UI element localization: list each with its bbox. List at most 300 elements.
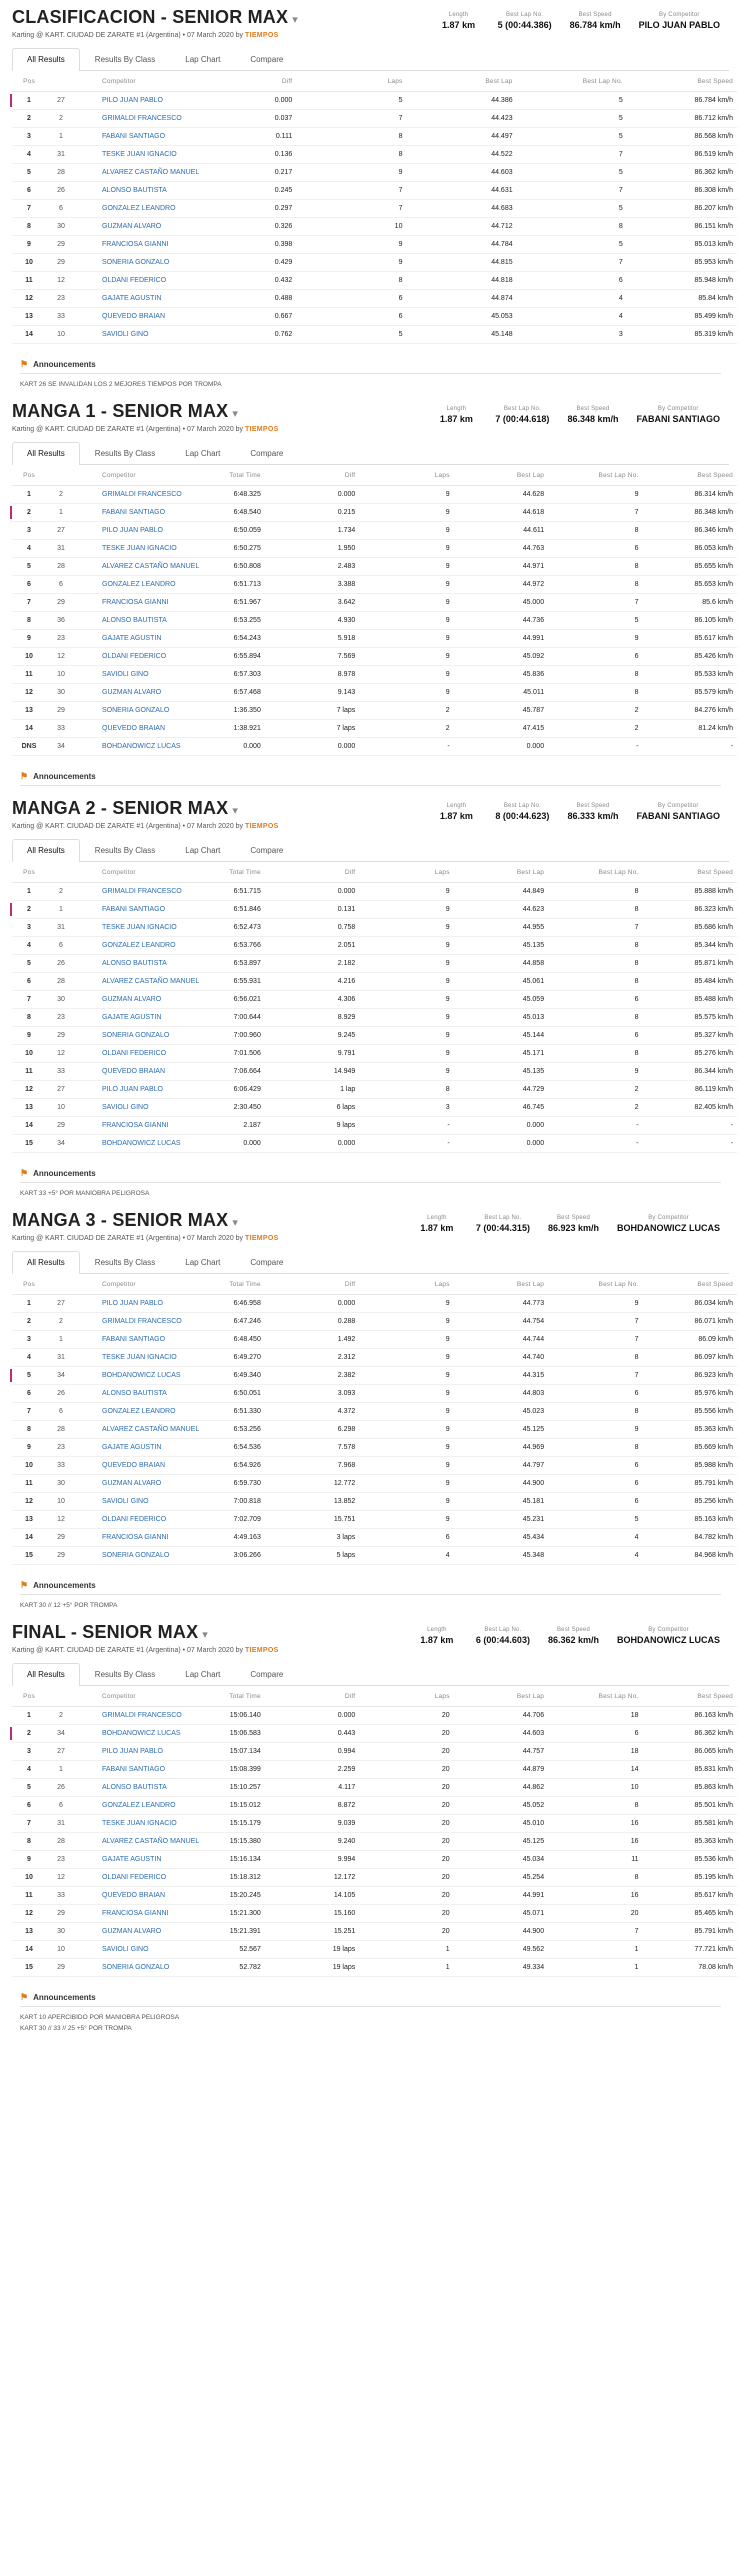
cell-number: 29 [46, 1116, 76, 1134]
table-row[interactable] [12, 91, 737, 109]
cell-laps: 20 [359, 1922, 453, 1940]
cell-competitor[interactable]: OLDANI FEDERICO [76, 271, 186, 289]
cell-competitor[interactable]: ALVAREZ CASTAÑO MANUEL [76, 1832, 170, 1850]
table-row[interactable] [12, 1008, 737, 1026]
stat-value-best-speed: 86.348 km/h [567, 413, 619, 424]
table-row[interactable] [12, 1510, 737, 1528]
cell-best-lap: 45.125 [454, 1832, 548, 1850]
cell-competitor[interactable]: SONERIA GONZALO [76, 1026, 170, 1044]
table-row[interactable] [12, 593, 737, 611]
cell-competitor[interactable]: SONERIA GONZALO [76, 701, 170, 719]
cell-best-lap-no: 2 [548, 1080, 642, 1098]
chevron-down-icon[interactable]: ▾ [232, 407, 239, 420]
table-row[interactable] [12, 1438, 737, 1456]
cell-diff: 3.388 [265, 575, 359, 593]
cell-pos: 4 [12, 936, 46, 954]
table-row[interactable] [12, 325, 737, 343]
cell-competitor[interactable]: BOHDANOWICZ LUCAS [76, 1134, 170, 1152]
cell-diff: 0.215 [265, 503, 359, 521]
cell-best-lap-no: 7 [548, 918, 642, 936]
tab-compare[interactable]: Compare [250, 448, 284, 458]
table-row[interactable] [12, 289, 737, 307]
table-row[interactable] [12, 1420, 737, 1438]
chevron-down-icon[interactable]: ▾ [202, 1628, 209, 1641]
table-row[interactable] [12, 1760, 737, 1778]
session-subtitle: Karting @ KART. CIUDAD DE ZARATE #1 (Argentina) • 07 March 2020 by TIEMPOS [12, 1234, 279, 1242]
cell-competitor[interactable]: BOHDANOWICZ LUCAS [76, 737, 170, 755]
tab-all-results[interactable]: All Results [12, 48, 80, 71]
table-row[interactable] [12, 1348, 737, 1366]
cell-competitor[interactable]: SONERIA GONZALO [76, 253, 186, 271]
stat-label-by-competitor: By Competitor [648, 1214, 689, 1221]
cell-competitor[interactable]: SONERIA GONZALO [76, 1546, 170, 1564]
cell-diff: 2.382 [265, 1366, 359, 1384]
cell-competitor[interactable]: ALONSO BAUTISTA [76, 1778, 170, 1796]
table-row[interactable] [12, 1724, 737, 1742]
cell-competitor[interactable]: GRIMALDI FRANCESCO [76, 485, 170, 503]
announcement-item: KART 26 SE INVALIDAN LOS 2 MEJORES TIEMPOS POR TROMPA [20, 380, 222, 388]
cell-competitor[interactable]: ALVAREZ CASTAÑO MANUEL [76, 972, 170, 990]
cell-laps: 20 [359, 1760, 453, 1778]
cell-best-lap: 45.254 [454, 1868, 548, 1886]
stat-by-competitor [608, 1627, 729, 1645]
cell-competitor[interactable]: FABANI SANTIAGO [76, 503, 170, 521]
tab-all-results[interactable]: All Results [12, 1251, 80, 1274]
cell-competitor[interactable]: GONZALEZ LEANDRO [76, 1402, 170, 1420]
table-row[interactable] [12, 181, 737, 199]
table-row[interactable] [12, 1958, 737, 1976]
cell-competitor[interactable]: GONZALEZ LEANDRO [76, 1796, 170, 1814]
cell-pos: 12 [12, 289, 46, 307]
cell-number: 23 [46, 1438, 76, 1456]
tab-results-by-class[interactable]: Results By Class [94, 448, 156, 458]
cell-total-time: 6:51.715 [170, 882, 264, 900]
cell-competitor[interactable]: PILO JUAN PABLO [76, 521, 170, 539]
announcements-header [20, 1581, 721, 1590]
cell-competitor[interactable]: FABANI SANTIAGO [76, 900, 170, 918]
cell-best-lap-no: 7 [548, 1330, 642, 1348]
cell-pos: 3 [12, 918, 46, 936]
cell-competitor[interactable]: OLDANI FEDERICO [76, 1868, 170, 1886]
col-header-laps: Laps [359, 1274, 453, 1295]
cell-competitor[interactable]: GUZMAN ALVARO [76, 1922, 170, 1940]
cell-best-lap-no: 9 [548, 629, 642, 647]
cell-competitor[interactable]: GRIMALDI FRANCESCO [76, 109, 186, 127]
tab-compare[interactable]: Compare [250, 845, 284, 855]
table-row[interactable] [12, 1402, 737, 1420]
table-row[interactable] [12, 647, 737, 665]
cell-competitor[interactable]: GUZMAN ALVARO [76, 990, 170, 1008]
cell-competitor[interactable]: SONERIA GONZALO [76, 1958, 170, 1976]
cell-best-speed: - [643, 1116, 737, 1134]
cell-best-lap-no: 16 [548, 1814, 642, 1832]
stat-by-competitor [608, 1215, 729, 1233]
cell-number: 26 [46, 1778, 76, 1796]
session-stats [426, 799, 729, 821]
tab-all-results[interactable]: All Results [12, 1663, 80, 1686]
session-title-wrap [12, 8, 298, 40]
table-row[interactable] [12, 1456, 737, 1474]
cell-laps: 9 [296, 163, 406, 181]
table-row[interactable] [12, 737, 737, 755]
tab-lap-chart[interactable]: Lap Chart [185, 845, 221, 855]
cell-best-lap: 44.862 [454, 1778, 548, 1796]
cell-competitor[interactable]: ALVAREZ CASTAÑO MANUEL [76, 163, 186, 181]
cell-number: 6 [46, 575, 76, 593]
cell-total-time: 7:00.818 [170, 1492, 264, 1510]
tab-all-results[interactable]: All Results [12, 442, 80, 465]
table-row[interactable] [12, 109, 737, 127]
session-manga1 [0, 394, 741, 786]
cell-diff: 7.578 [265, 1438, 359, 1456]
cell-diff: 0.326 [186, 217, 296, 235]
table-row[interactable] [12, 882, 737, 900]
cell-competitor[interactable]: QUEVEDO BRAIAN [76, 1886, 170, 1904]
table-row[interactable] [12, 1116, 737, 1134]
tab-compare[interactable]: Compare [250, 1669, 284, 1679]
tab-lap-chart[interactable]: Lap Chart [185, 54, 221, 64]
cell-total-time: 6:50.059 [170, 521, 264, 539]
table-row[interactable] [12, 163, 737, 181]
stat-value-best-lap-no: 7 (00:44.315) [475, 1222, 530, 1233]
stat-value-best-lap-no: 7 (00:44.618) [495, 413, 550, 424]
cell-competitor[interactable]: PILO JUAN PABLO [76, 1742, 170, 1760]
cell-number: 30 [46, 1922, 76, 1940]
cell-best-lap-no: 5 [517, 163, 627, 181]
tab-lap-chart[interactable]: Lap Chart [185, 448, 221, 458]
cell-best-speed: 85.669 km/h [643, 1438, 737, 1456]
table-row[interactable] [12, 199, 737, 217]
stat-by-competitor [627, 803, 729, 821]
table-row[interactable] [12, 1546, 737, 1564]
cell-laps: 10 [296, 217, 406, 235]
cell-total-time: 6:54.926 [170, 1456, 264, 1474]
stat-label-best-lap-no: Best Lap No. [503, 405, 541, 412]
table-row[interactable] [12, 1384, 737, 1402]
session-title-wrap [12, 402, 279, 434]
cell-competitor[interactable]: ALONSO BAUTISTA [76, 954, 170, 972]
cell-competitor[interactable]: GAJATE AGUSTIN [76, 1438, 170, 1456]
cell-competitor[interactable]: GUZMAN ALVARO [76, 1474, 170, 1492]
cell-best-speed: 86.151 km/h [627, 217, 737, 235]
cell-best-lap: 44.763 [454, 539, 548, 557]
cell-competitor[interactable]: GAJATE AGUSTIN [76, 1008, 170, 1026]
session-header [8, 394, 733, 438]
table-row[interactable] [12, 575, 737, 593]
table-row[interactable] [12, 900, 737, 918]
table-row[interactable] [12, 485, 737, 503]
table-row[interactable] [12, 1850, 737, 1868]
flag-icon: ⚑ [20, 1579, 29, 1590]
table-row[interactable] [12, 307, 737, 325]
table-row[interactable] [12, 521, 737, 539]
cell-competitor[interactable]: OLDANI FEDERICO [76, 1044, 170, 1062]
cell-pos: 9 [12, 1438, 46, 1456]
cell-competitor[interactable]: TESKE JUAN IGNACIO [76, 145, 186, 163]
session-header [8, 1615, 733, 1659]
brand-label: TIEMPOS [245, 1646, 279, 1654]
table-row[interactable] [12, 719, 737, 737]
cell-total-time: 6:48.325 [170, 485, 264, 503]
cell-competitor[interactable]: BOHDANOWICZ LUCAS [76, 1366, 170, 1384]
table-row[interactable] [12, 1062, 737, 1080]
cell-competitor[interactable]: PILO JUAN PABLO [76, 1294, 170, 1312]
cell-competitor[interactable]: GUZMAN ALVARO [76, 683, 170, 701]
cell-competitor[interactable]: QUEVEDO BRAIAN [76, 1062, 170, 1080]
cell-number: 26 [46, 181, 76, 199]
chevron-down-icon[interactable]: ▾ [292, 14, 298, 26]
cell-laps: 9 [359, 882, 453, 900]
cell-competitor[interactable]: ALONSO BAUTISTA [76, 181, 186, 199]
cell-best-lap-no: 7 [548, 1922, 642, 1940]
stat-label-best-lap-no: Best Lap No. [506, 12, 544, 18]
cell-best-speed: 86.034 km/h [643, 1294, 737, 1312]
col-header-best_lap: Best Lap [406, 71, 516, 92]
table-row[interactable] [12, 629, 737, 647]
table-row[interactable] [12, 954, 737, 972]
cell-competitor[interactable]: SAVIOLI GINO [76, 325, 186, 343]
table-row[interactable] [12, 1940, 737, 1958]
cell-total-time: 6:55.894 [170, 647, 264, 665]
cell-laps: 9 [359, 1330, 453, 1348]
cell-competitor[interactable]: TESKE JUAN IGNACIO [76, 918, 170, 936]
session-title-wrap [12, 799, 279, 831]
cell-competitor[interactable]: FABANI SANTIAGO [76, 1330, 170, 1348]
cell-best-speed: 85.533 km/h [643, 665, 737, 683]
cell-best-lap-no: 6 [548, 990, 642, 1008]
table-row[interactable] [12, 1778, 737, 1796]
cell-competitor[interactable]: PILO JUAN PABLO [76, 91, 186, 109]
cell-competitor[interactable]: GONZALEZ LEANDRO [76, 575, 170, 593]
cell-competitor[interactable]: SAVIOLI GINO [76, 1492, 170, 1510]
chevron-down-icon[interactable]: ▾ [232, 1216, 239, 1229]
cell-best-speed: 86.344 km/h [643, 1062, 737, 1080]
table-row[interactable] [12, 503, 737, 521]
tab-results-by-class[interactable]: Results By Class [94, 1257, 156, 1267]
table-row[interactable] [12, 665, 737, 683]
col-header-num [46, 1274, 76, 1295]
table-row[interactable] [12, 1492, 737, 1510]
cell-competitor[interactable]: GRIMALDI FRANCESCO [76, 1706, 170, 1724]
cell-pos: 5 [12, 557, 46, 575]
cell-laps: 8 [296, 127, 406, 145]
cell-best-speed: 85.499 km/h [627, 307, 737, 325]
tab-all-results[interactable]: All Results [12, 839, 80, 862]
table-row[interactable] [12, 557, 737, 575]
stat-label-best-lap-no: Best Lap No. [484, 1626, 522, 1633]
table-row[interactable] [12, 936, 737, 954]
cell-best-lap: 46.745 [454, 1098, 548, 1116]
table-row[interactable] [12, 1886, 737, 1904]
table-row[interactable] [12, 1026, 737, 1044]
tab-results-by-class[interactable]: Results By Class [94, 845, 156, 855]
cell-competitor[interactable]: QUEVEDO BRAIAN [76, 719, 170, 737]
cell-pos: 9 [12, 235, 46, 253]
cell-best-lap-no: 8 [548, 1044, 642, 1062]
cell-competitor[interactable]: QUEVEDO BRAIAN [76, 307, 186, 325]
table-row[interactable] [12, 1742, 737, 1760]
table-row[interactable] [12, 1134, 737, 1152]
cell-competitor[interactable]: FRANCIOSA GIANNI [76, 593, 170, 611]
cell-total-time: 2.187 [170, 1116, 264, 1134]
table-row[interactable] [12, 972, 737, 990]
cell-best-speed: 86.362 km/h [627, 163, 737, 181]
flag-icon: ⚑ [20, 1167, 29, 1178]
cell-best-lap: 44.900 [454, 1474, 548, 1492]
cell-diff: 12.772 [265, 1474, 359, 1492]
cell-competitor[interactable]: FRANCIOSA GIANNI [76, 1904, 170, 1922]
cell-competitor[interactable]: FRANCIOSA GIANNI [76, 235, 186, 253]
cell-competitor[interactable]: ALONSO BAUTISTA [76, 1384, 170, 1402]
table-row[interactable] [12, 1814, 737, 1832]
stat-label-length: Length [446, 802, 467, 809]
cell-diff: 9.039 [265, 1814, 359, 1832]
cell-competitor[interactable]: PILO JUAN PABLO [76, 1080, 170, 1098]
table-row[interactable] [12, 1706, 737, 1724]
table-row[interactable] [12, 918, 737, 936]
cell-competitor[interactable]: GAJATE AGUSTIN [76, 629, 170, 647]
tab-compare[interactable]: Compare [250, 1257, 284, 1267]
cell-diff: 19 laps [265, 1958, 359, 1976]
table-row[interactable] [12, 1080, 737, 1098]
cell-diff: 0.000 [265, 737, 359, 755]
cell-competitor[interactable]: GRIMALDI FRANCESCO [76, 882, 170, 900]
cell-best-lap: 44.874 [406, 289, 516, 307]
tab-lap-chart[interactable]: Lap Chart [185, 1257, 221, 1267]
table-row[interactable] [12, 683, 737, 701]
cell-diff: 9 laps [265, 1116, 359, 1134]
tab-results-by-class[interactable]: Results By Class [94, 54, 156, 64]
table-row[interactable] [12, 145, 737, 163]
cell-diff: 0.037 [186, 109, 296, 127]
table-row[interactable] [12, 1294, 737, 1312]
table-row[interactable] [12, 1922, 737, 1940]
cell-total-time: 4:49.163 [170, 1528, 264, 1546]
cell-competitor[interactable]: TESKE JUAN IGNACIO [76, 539, 170, 557]
cell-competitor[interactable]: GRIMALDI FRANCESCO [76, 1312, 170, 1330]
cell-laps: 2 [359, 719, 453, 737]
cell-laps: 5 [296, 325, 406, 343]
table-row[interactable] [12, 539, 737, 557]
cell-best-lap: 45.171 [454, 1044, 548, 1062]
results-table [12, 71, 737, 344]
cell-total-time: 15:10.257 [170, 1778, 264, 1796]
cell-competitor[interactable]: FRANCIOSA GIANNI [76, 1528, 170, 1546]
cell-best-lap-no: 5 [517, 235, 627, 253]
cell-diff: 0.217 [186, 163, 296, 181]
cell-pos: 7 [12, 1402, 46, 1420]
cell-competitor[interactable]: BOHDANOWICZ LUCAS [76, 1724, 170, 1742]
cell-competitor[interactable]: ALVAREZ CASTAÑO MANUEL [76, 1420, 170, 1438]
cell-best-lap: 44.386 [406, 91, 516, 109]
cell-competitor[interactable]: FABANI SANTIAGO [76, 127, 186, 145]
col-header-best_lap_no: Best Lap No. [548, 465, 642, 486]
table-row[interactable] [12, 1044, 737, 1062]
cell-diff: 7 laps [265, 719, 359, 737]
tab-results-by-class[interactable]: Results By Class [94, 1669, 156, 1679]
cell-competitor[interactable]: SAVIOLI GINO [76, 1098, 170, 1116]
cell-laps: 9 [359, 1044, 453, 1062]
cell-competitor[interactable]: SAVIOLI GINO [76, 665, 170, 683]
table-row[interactable] [12, 1832, 737, 1850]
cell-number: 10 [46, 1940, 76, 1958]
table-row[interactable] [12, 271, 737, 289]
table-row[interactable] [12, 1904, 737, 1922]
cell-total-time: 52.567 [170, 1940, 264, 1958]
cell-best-speed: 85.163 km/h [643, 1510, 737, 1528]
cell-diff: 1.734 [265, 521, 359, 539]
cell-laps: 9 [359, 972, 453, 990]
tab-compare[interactable]: Compare [250, 54, 284, 64]
cell-number: 1 [46, 127, 76, 145]
cell-competitor[interactable]: FRANCIOSA GIANNI [76, 1116, 170, 1134]
cell-competitor[interactable]: OLDANI FEDERICO [76, 1510, 170, 1528]
announcements-header [20, 772, 721, 781]
tab-lap-chart[interactable]: Lap Chart [185, 1669, 221, 1679]
table-row[interactable] [12, 1474, 737, 1492]
cell-competitor[interactable]: TESKE JUAN IGNACIO [76, 1348, 170, 1366]
cell-competitor[interactable]: GUZMAN ALVARO [76, 217, 186, 235]
cell-best-lap: 45.836 [454, 665, 548, 683]
cell-competitor[interactable]: OLDANI FEDERICO [76, 647, 170, 665]
announcements-header [20, 1169, 721, 1178]
cell-laps: 20 [359, 1832, 453, 1850]
cell-best-lap-no: 8 [548, 1348, 642, 1366]
table-row[interactable] [12, 217, 737, 235]
cell-competitor[interactable]: GONZALEZ LEANDRO [76, 936, 170, 954]
table-row[interactable] [12, 1366, 737, 1384]
cell-best-speed: 85.426 km/h [643, 647, 737, 665]
cell-competitor[interactable]: GONZALEZ LEANDRO [76, 199, 186, 217]
table-row[interactable] [12, 1868, 737, 1886]
table-row[interactable] [12, 1330, 737, 1348]
cell-competitor[interactable]: GAJATE AGUSTIN [76, 1850, 170, 1868]
table-row[interactable] [12, 990, 737, 1008]
cell-diff: 2.312 [265, 1348, 359, 1366]
cell-best-lap-no: 8 [548, 1008, 642, 1026]
session-title-wrap [12, 1211, 279, 1243]
cell-competitor[interactable]: SAVIOLI GINO [76, 1940, 170, 1958]
cell-best-speed: 85.363 km/h [643, 1420, 737, 1438]
cell-best-lap: 0.000 [454, 737, 548, 755]
cell-number: 30 [46, 1474, 76, 1492]
col-header-pos: Pos [12, 1274, 46, 1295]
table-row[interactable] [12, 1796, 737, 1814]
table-row[interactable] [12, 1312, 737, 1330]
cell-competitor[interactable]: FABANI SANTIAGO [76, 1760, 170, 1778]
chevron-down-icon[interactable]: ▾ [232, 804, 239, 817]
cell-best-lap: 45.011 [454, 683, 548, 701]
stat-label-by-competitor: By Competitor [657, 405, 699, 412]
table-row[interactable] [12, 235, 737, 253]
table-row[interactable] [12, 701, 737, 719]
cell-best-lap: 44.900 [454, 1922, 548, 1940]
table-row[interactable] [12, 253, 737, 271]
cell-number: 27 [46, 1294, 76, 1312]
cell-competitor[interactable]: ALONSO BAUTISTA [76, 611, 170, 629]
cell-best-lap: 44.603 [406, 163, 516, 181]
table-row[interactable] [12, 1528, 737, 1546]
cell-competitor[interactable]: QUEVEDO BRAIAN [76, 1456, 170, 1474]
table-row[interactable] [12, 1098, 737, 1116]
cell-best-speed: 86.119 km/h [643, 1080, 737, 1098]
cell-best-speed: 85.863 km/h [643, 1778, 737, 1796]
cell-competitor[interactable]: TESKE JUAN IGNACIO [76, 1814, 170, 1832]
cell-competitor[interactable]: ALVAREZ CASTAÑO MANUEL [76, 557, 170, 575]
table-row[interactable] [12, 127, 737, 145]
cell-competitor[interactable]: GAJATE AGUSTIN [76, 289, 186, 307]
table-row[interactable] [12, 611, 737, 629]
